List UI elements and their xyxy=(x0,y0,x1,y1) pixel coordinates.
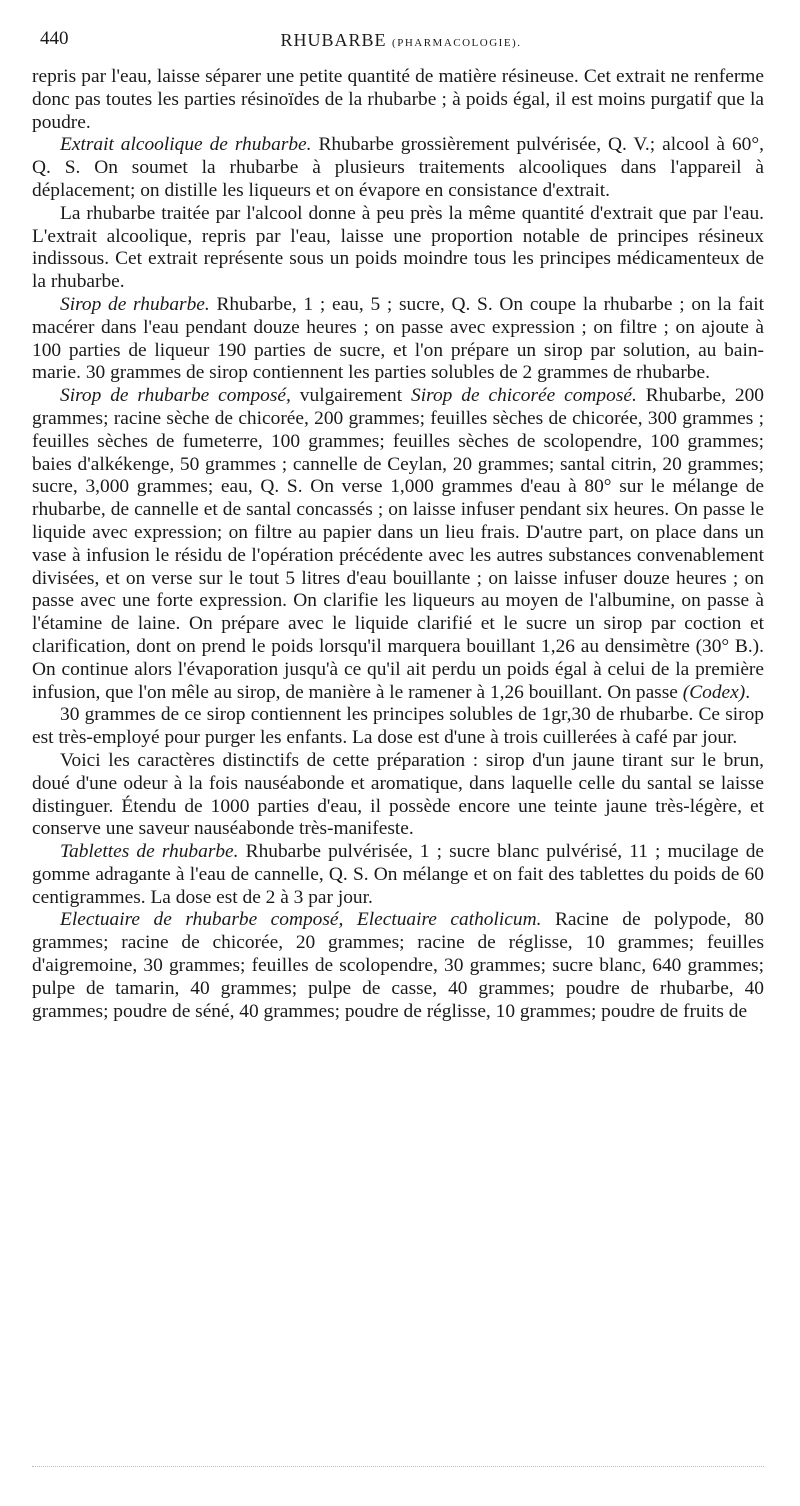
paragraph-text: 30 grammes de ce sirop contiennent les principes solubles de 1gr,30 de rhubarbe. Ce sirop est très-employé pour purger les enfants. La dose est d'une à trois cuillerées à café par jour. xyxy=(32,704,764,749)
paragraph-text: La rhubarbe traitée par l'alcool donne à peu près la même quantité d'extrait que par l'eau. L'extrait alcoolique, repris par l'eau, laisse une proportion notable de principes résineux indissous. Cet extrait représente sous un poids moindre tous les principes médicamenteux de la rhubarbe. xyxy=(32,202,764,293)
scan-footer-artifact xyxy=(32,1466,764,1471)
paragraph-tablettes xyxy=(32,841,764,909)
paragraph-text: Rhubarbe, 200 grammes; racine sèche de chicorée, 200 grammes; feuilles sèches de chicorée, 300 grammes ; feuilles sèches de fumeterre, 100 grammes; feuilles sèches de scolopendre, 100 grammes; baies d'alkékenge, 50 grammes ; cannelle de Ceylan, 20 grammes; santal citrin, 20 grammes; sucre, 3,000 grammes; eau, Q. S. On verse 1,000 grammes d'eau à 80° sur le mélange de rhubarbe, de cannelle et de santal concassés ; on laisse infuser pendant six heures. On passe le liquide avec expression; on filtre au papier dans un lieu frais. D'autre part, on place dans un vase à infusion le résidu de l'opération précédente avec les autres substances convenablement divisées, et on verse sur le tout 5 litres d'eau bouillante ; on laisse infuser douze heures ; on passe avec une forte expression. On clarifie les liqueurs au moyen de l'albumine, on passe à l'étamine de laine. On prépare avec le liquide clarifié et le sucre un sirop par coction et clarification, dont on prend le poids lorsqu'il marquera bouillant 1,26 au densimètre (30° B.). On continue alors l'évaporation jusqu'à ce qu'il ait perdu un poids égal à celui de la première infusion, que l'on mêle au sirop, de manière à le ramener à 1,26 bouillant. On passe xyxy=(32,385,764,703)
codex-reference: (Codex) xyxy=(682,681,746,703)
paragraph-heading: Extrait alcoolique de rhubarbe. xyxy=(60,134,312,156)
paragraph-electuaire xyxy=(32,909,764,1023)
page-number: 440 xyxy=(40,28,69,49)
paragraph-sirop xyxy=(32,294,764,385)
paragraph-heading: Electuaire de rhubarbe composé, Electuaire catholicum. xyxy=(60,909,542,931)
running-title xyxy=(40,30,762,51)
running-header xyxy=(40,28,762,58)
paragraph-dosage xyxy=(32,704,764,750)
paragraph-text: Rhubarbe grossièrement pulvérisée, Q. V.; alcool à 60°, Q. S. On soumet la rhubarbe à plusieurs traitements alcooliques dans l'appareil à déplacement; on distille les liqueurs et on évapore en consistance d'extrait. xyxy=(32,134,764,201)
running-title-main: RHUBARBE xyxy=(280,30,387,50)
paragraph-heading: Sirop de rhubarbe. xyxy=(60,293,210,315)
running-title-subtitle: (PHARMACOLOGIE). xyxy=(392,37,522,49)
paragraph-text: Racine de polypode, 80 grammes; racine de chicorée, 20 grammes; racine de réglisse, 10 grammes; feuilles d'aigremoine, 30 grammes; feuilles de scolopendre, 30 grammes; sucre blanc, 640 grammes; pulpe de tamarin, 40 grammes; pulpe de casse, 40 grammes; poudre de rhubarbe, 40 grammes; poudre de séné, 40 grammes; poudre de réglisse, 10 grammes; poudre de fruits de xyxy=(32,909,765,1022)
paragraph-intro xyxy=(32,66,764,134)
paragraph-alcool-note xyxy=(32,203,764,294)
paragraph-heading: Sirop de rhubarbe composé, xyxy=(60,385,291,407)
paragraph-heading: Tablettes de rhubarbe. xyxy=(60,841,239,863)
paragraph-end-punct: . xyxy=(745,681,751,703)
paragraph-caracteres xyxy=(32,750,764,841)
paragraph-text: Voici les caractères distinctifs de cette préparation : sirop d'un jaune tirant sur le brun, doué d'une odeur à la fois nauséabonde et aromatique, dans laquelle celle du santal se laisse distinguer. Étendu de 1000 parties d'eau, il possède encore une teinte jaune très-légère, et conserve une saveur nauséabonde très-manifeste. xyxy=(32,749,764,840)
paragraph-mid-text: vulgairement xyxy=(299,385,403,407)
body-text xyxy=(32,66,764,1023)
paragraph-sirop-compose xyxy=(32,385,764,704)
paragraph-extrait-alcoolique xyxy=(32,134,764,202)
paragraph-heading-alt: Sirop de chicorée composé. xyxy=(411,385,637,407)
paragraph-text: repris par l'eau, laisse séparer une petite quantité de matière résineuse. Cet extrait ne renferme donc pas toutes les parties résinoïdes de la rhubarbe ; à poids égal, il est moins purgatif que la poudre. xyxy=(32,66,764,133)
paragraph-text: Rhubarbe, 1 ; eau, 5 ; sucre, Q. S. On coupe la rhubarbe ; on la fait macérer dans l'eau pendant douze heures ; on passe avec expression ; on filtre ; on ajoute à 100 parties de liqueur 190 parties de sucre, et l'on prépare un sirop par solution, au bain-marie. 30 grammes de sirop contiennent les parties solubles de 2 grammes de rhubarbe. xyxy=(32,293,764,384)
paragraph-text: Rhubarbe pulvérisée, 1 ; sucre blanc pulvérisé, 11 ; mucilage de gomme adragante à l'eau de cannelle, Q. S. On mélange et on fait des tablettes du poids de 60 centigrammes. La dose est de 2 à 3 par jour. xyxy=(32,841,764,908)
